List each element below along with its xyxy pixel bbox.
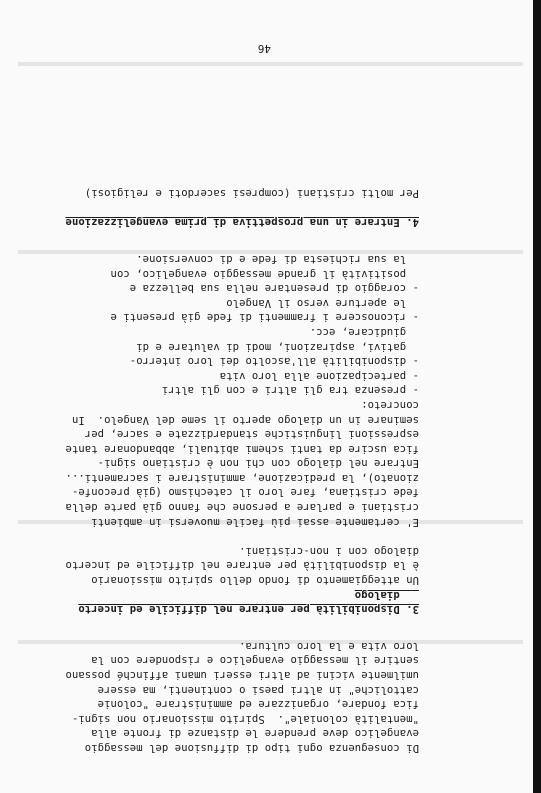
text-line: - coraggio di presentare nella sua bellezza e: [129, 282, 419, 295]
section-heading: 4. Entrare in una prospettiva di prima evangelizzazione: [65, 216, 419, 229]
text-line: giudicare, ecc.: [309, 325, 419, 338]
text-line: E' certamente assai più facile muoversi in ambienti: [91, 515, 419, 528]
text-line: zionato), la predicazione, amministrare i sacramenti...: [65, 471, 419, 484]
text-line: Per molti cristiani (compresi sacerdoti e religiosi): [84, 187, 419, 200]
text-line: umilmente vicini ad altri esseri umani affinché possano: [65, 669, 419, 682]
section-gap: [39, 616, 419, 638]
scan-edge-border: [533, 0, 541, 793]
text-line: - disponibilità all'ascolto dei loro interro-: [129, 355, 419, 368]
text-line: evangelico deve prendere le distanze di fronte alla: [91, 727, 419, 740]
text-line: seminare in un dialogo aperto il seme del Vangelo. In: [71, 413, 419, 426]
text-line: fede cristiana, fare loro il catechismo (già preconfe-: [71, 486, 419, 499]
text-line: positività il grande messaggio evangelico, con: [110, 267, 419, 280]
text-line: Di conseguenza ogni tipo di diffusione del messaggio: [84, 742, 419, 754]
text-line: sentire il messaggio evangelico e rispondere con la: [91, 654, 419, 667]
text-line: Un atteggiamento di fondo dello spirito missionario: [91, 574, 419, 587]
section-gap: [39, 229, 419, 251]
text-line: cristiani e parlare a persone che fanno già parte della: [65, 501, 419, 514]
page-number: 46: [257, 42, 271, 55]
text-line: Entrare nel dialogo con chi non è cristiano signi-: [97, 457, 419, 470]
text-line: dialogo con i non-cristiani.: [239, 544, 419, 557]
text-line: fica fondare, organizzare ed amministrare "colonie: [97, 698, 419, 711]
text-line: - presenza tra gli altri e con gli altri: [161, 384, 419, 397]
text-line: - riconoscere i frammenti di fede già presenti e: [110, 311, 419, 324]
text-line: le aperture verso il Vangelo: [226, 296, 419, 309]
text-line: espressioni linguistiche standardizzate e sacre, per: [84, 428, 419, 441]
text-line: "mentalità coloniale". Spirito missionario non signi-: [71, 712, 419, 725]
text-line: - partecipazione alla loro vita: [219, 369, 419, 382]
paragraph-gap: [39, 200, 419, 215]
section-heading: dialogo: [354, 588, 419, 601]
text-line: loro vita e la loro cultura.: [239, 639, 419, 652]
text-line: concreto:: [361, 398, 419, 411]
section-heading: 3. Disponibilità per entrare nel difficile ed incerto: [78, 603, 419, 616]
text-line: gativi, aspirazioni, modi di valutare e di: [136, 340, 419, 353]
text-line: fica uscire da tanti schemi abituali, abbandonare tante: [65, 442, 419, 455]
text-line: la sua richiesta di fede e di conversione.: [136, 253, 419, 265]
text-line: cattoliche" in altri paesi o continenti, ma essere: [97, 683, 419, 696]
text-line: è la disponibilità per entrare nel difficile ed incerto: [65, 559, 419, 572]
paragraph-gap: [39, 529, 419, 544]
body-text: [39, 186, 419, 755]
